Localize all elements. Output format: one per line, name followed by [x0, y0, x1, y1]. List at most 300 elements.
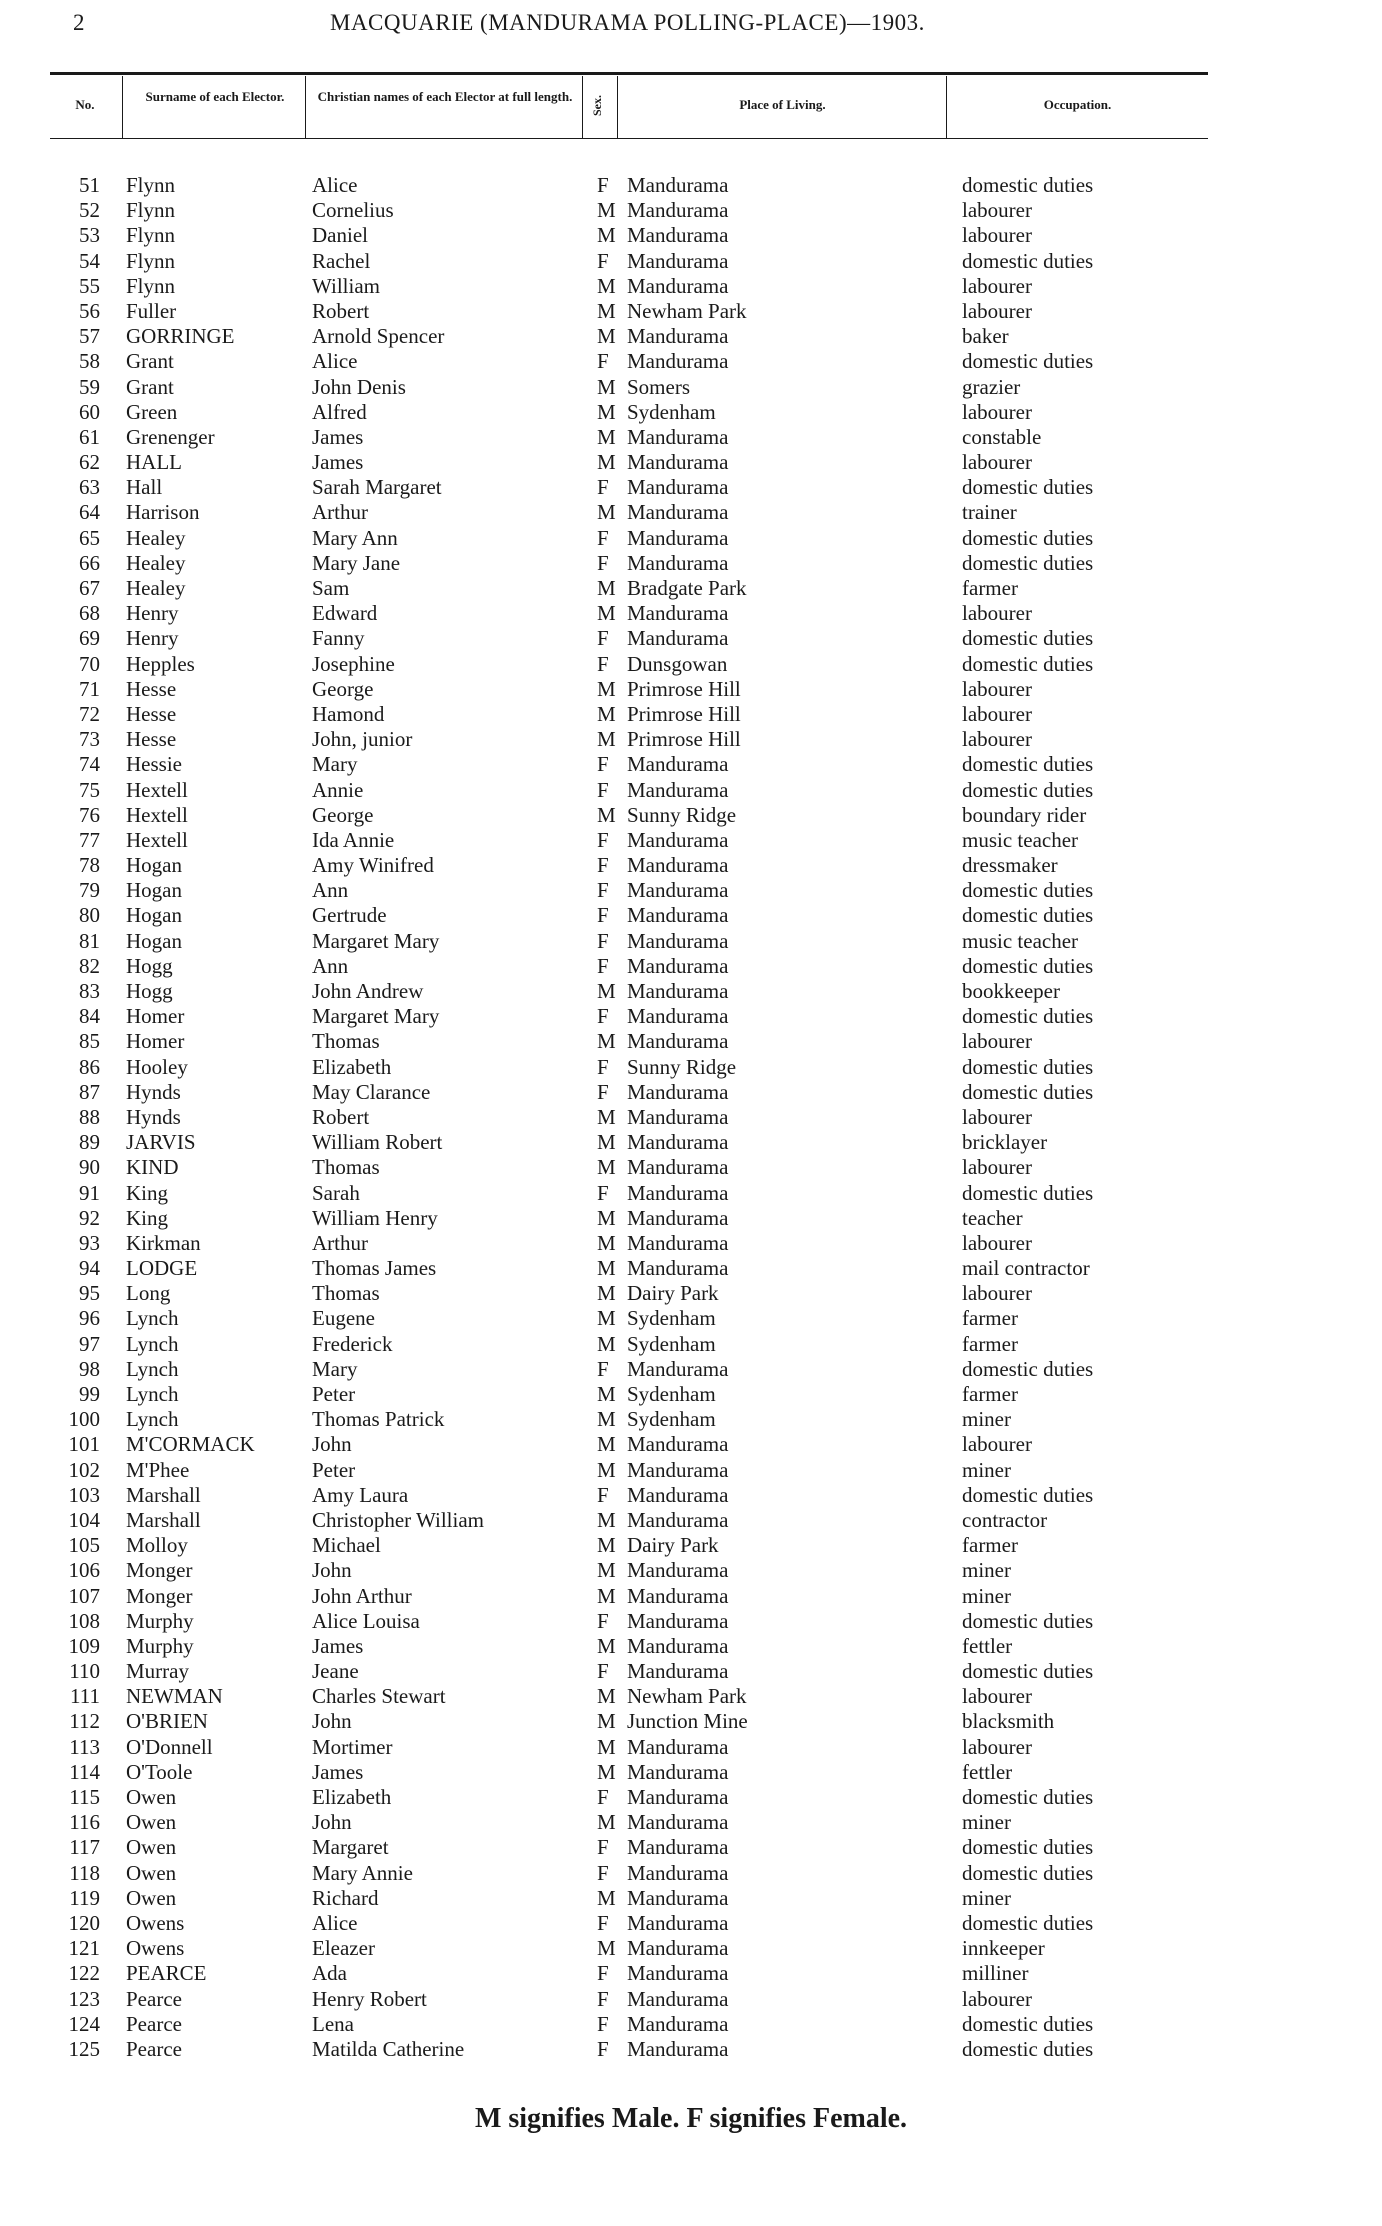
elector-sex: M	[597, 1281, 616, 1306]
elector-place-of-living: Mandurama	[627, 550, 729, 575]
column-divider	[122, 76, 123, 138]
elector-sex: F	[597, 1054, 609, 1079]
elector-place-of-living: Mandurama	[627, 2011, 729, 2036]
elector-surname: Kirkman	[126, 1230, 201, 1255]
elector-place-of-living: Mandurama	[627, 223, 729, 248]
elector-row	[0, 1760, 1382, 1785]
elector-number: 86	[79, 1054, 100, 1079]
column-divider	[946, 76, 947, 138]
elector-surname: Marshall	[126, 1482, 201, 1507]
elector-christian-names: Arthur	[312, 1230, 368, 1255]
elector-surname: Hynds	[126, 1079, 181, 1104]
elector-occupation: labourer	[962, 727, 1032, 752]
elector-surname: Hextell	[126, 802, 188, 827]
elector-row	[0, 1004, 1382, 1029]
elector-sex: F	[597, 2011, 609, 2036]
elector-christian-names: Amy Laura	[312, 1482, 409, 1507]
elector-row	[0, 500, 1382, 525]
elector-occupation: domestic duties	[962, 626, 1094, 651]
elector-sex: M	[597, 273, 616, 298]
elector-place-of-living: Mandurama	[627, 2036, 729, 2061]
elector-place-of-living: Mandurama	[627, 1079, 729, 1104]
elector-occupation: labourer	[962, 223, 1032, 248]
elector-row	[0, 1533, 1382, 1558]
elector-row	[0, 903, 1382, 928]
elector-sex: F	[597, 853, 609, 878]
elector-place-of-living: Mandurama	[627, 953, 729, 978]
elector-number: 59	[79, 374, 100, 399]
elector-number: 97	[79, 1331, 100, 1356]
elector-row	[0, 1911, 1382, 1936]
elector-sex: M	[597, 1558, 616, 1583]
elector-christian-names: John	[312, 1810, 352, 1835]
elector-row	[0, 1584, 1382, 1609]
elector-sex: F	[597, 903, 609, 928]
elector-occupation: labourer	[962, 1230, 1032, 1255]
elector-occupation: domestic duties	[962, 525, 1094, 550]
elector-row	[0, 1080, 1382, 1105]
elector-number: 113	[69, 1734, 100, 1759]
elector-sex: M	[597, 1684, 616, 1709]
elector-place-of-living: Dairy Park	[627, 1281, 719, 1306]
elector-christian-names: Thomas	[312, 1029, 380, 1054]
elector-surname: Flynn	[126, 273, 176, 298]
elector-place-of-living: Mandurama	[627, 1860, 729, 1885]
elector-sex: F	[597, 1910, 609, 1935]
elector-sex: F	[597, 1659, 609, 1684]
elector-surname: Owen	[126, 1885, 177, 1910]
elector-number: 91	[79, 1180, 100, 1205]
elector-number: 68	[79, 601, 100, 626]
elector-row	[0, 1684, 1382, 1709]
elector-surname: Henry	[126, 626, 179, 651]
elector-row	[0, 1382, 1382, 1407]
elector-christian-names: Elizabeth	[312, 1785, 392, 1809]
elector-number: 84	[79, 1004, 100, 1029]
elector-number: 110	[69, 1659, 100, 1684]
elector-place-of-living: Mandurama	[627, 273, 729, 298]
elector-place-of-living: Mandurama	[627, 1180, 729, 1205]
elector-row	[0, 626, 1382, 651]
elector-christian-names: William Robert	[312, 1130, 443, 1155]
elector-surname: Homer	[126, 1029, 185, 1054]
elector-number: 125	[68, 2036, 100, 2061]
elector-row	[0, 249, 1382, 274]
elector-sex: F	[597, 248, 609, 273]
elector-row	[0, 1558, 1382, 1583]
elector-occupation: grazier	[962, 374, 1021, 399]
elector-row	[0, 1886, 1382, 1911]
elector-occupation: farmer	[962, 1533, 1018, 1558]
elector-surname: Flynn	[126, 223, 176, 248]
elector-occupation: domestic duties	[962, 349, 1094, 374]
elector-sex: F	[597, 651, 609, 676]
elector-number: 99	[79, 1382, 100, 1406]
elector-place-of-living: Mandurama	[627, 1230, 729, 1255]
elector-number: 100	[68, 1407, 100, 1432]
elector-number: 58	[79, 349, 100, 374]
elector-row	[0, 652, 1382, 677]
elector-place-of-living: Mandurama	[627, 173, 729, 197]
elector-row	[0, 576, 1382, 601]
elector-occupation: blacksmith	[962, 1709, 1055, 1734]
elector-surname: GORRINGE	[126, 324, 235, 349]
elector-occupation: domestic duties	[962, 878, 1094, 903]
elector-sex: M	[597, 1759, 616, 1784]
elector-christian-names: Arnold Spencer	[312, 324, 445, 349]
elector-place-of-living: Mandurama	[627, 626, 729, 651]
elector-surname: O'Donnell	[126, 1734, 213, 1759]
elector-surname: Hogan	[126, 878, 182, 903]
elector-christian-names: Thomas Patrick	[312, 1407, 445, 1432]
elector-christian-names: Jeane	[312, 1659, 359, 1684]
elector-row	[0, 828, 1382, 853]
elector-row	[0, 223, 1382, 248]
elector-christian-names: John	[312, 1558, 352, 1583]
elector-place-of-living: Sydenham	[627, 1382, 716, 1406]
elector-christian-names: Hamond	[312, 701, 385, 726]
elector-surname: Molloy	[126, 1533, 188, 1558]
elector-number: 96	[79, 1306, 100, 1331]
elector-surname: King	[126, 1205, 168, 1230]
elector-number: 73	[79, 727, 100, 752]
elector-surname: Hynds	[126, 1104, 181, 1129]
elector-occupation: dressmaker	[962, 853, 1058, 878]
elector-place-of-living: Mandurama	[627, 1986, 729, 2011]
elector-surname: LODGE	[126, 1256, 198, 1281]
elector-place-of-living: Primrose Hill	[627, 727, 741, 752]
elector-sex: M	[597, 1432, 616, 1457]
elector-place-of-living: Mandurama	[627, 450, 729, 475]
elector-occupation: domestic duties	[962, 903, 1094, 928]
elector-number: 89	[79, 1130, 100, 1155]
elector-sex: M	[597, 1734, 616, 1759]
elector-occupation: labourer	[962, 1432, 1032, 1457]
elector-surname: Owens	[126, 1910, 185, 1935]
elector-christian-names: Alice	[312, 173, 358, 197]
elector-occupation: labourer	[962, 1104, 1032, 1129]
elector-number: 123	[68, 1986, 100, 2011]
elector-place-of-living: Mandurama	[627, 1482, 729, 1507]
elector-row	[0, 1483, 1382, 1508]
elector-occupation: miner	[962, 1810, 1011, 1835]
elector-number: 51	[79, 173, 100, 197]
elector-place-of-living: Newham Park	[627, 1684, 747, 1709]
elector-christian-names: Annie	[312, 777, 364, 802]
elector-sex: F	[597, 928, 609, 953]
elector-number: 67	[79, 576, 100, 600]
elector-christian-names: Mary Annie	[312, 1860, 413, 1885]
elector-place-of-living: Mandurama	[627, 1004, 729, 1029]
elector-number: 81	[79, 928, 100, 953]
elector-surname: Monger	[126, 1583, 193, 1608]
elector-number: 122	[68, 1961, 100, 1986]
elector-christian-names: Ada	[312, 1961, 347, 1986]
elector-row	[0, 1306, 1382, 1331]
elector-christian-names: Edward	[312, 601, 378, 626]
elector-sex: M	[597, 424, 616, 449]
elector-number: 107	[68, 1583, 100, 1608]
elector-number: 92	[79, 1205, 100, 1230]
elector-surname: Pearce	[126, 2011, 182, 2036]
elector-row	[0, 1785, 1382, 1810]
elector-occupation: domestic duties	[962, 1835, 1094, 1860]
elector-christian-names: James	[312, 450, 364, 475]
elector-place-of-living: Mandurama	[627, 752, 729, 777]
elector-surname: Long	[126, 1281, 171, 1306]
elector-row	[0, 1810, 1382, 1835]
elector-sex: M	[597, 1029, 616, 1054]
elector-sex: F	[597, 1961, 609, 1986]
elector-row	[0, 1357, 1382, 1382]
elector-place-of-living: Mandurama	[627, 1130, 729, 1155]
elector-number: 121	[68, 1936, 100, 1961]
elector-row	[0, 198, 1382, 223]
elector-number: 112	[69, 1709, 100, 1734]
elector-row	[0, 929, 1382, 954]
elector-sex: F	[597, 1986, 609, 2011]
elector-row	[0, 1281, 1382, 1306]
elector-occupation: bricklayer	[962, 1130, 1048, 1155]
elector-surname: Flynn	[126, 173, 176, 197]
elector-row	[0, 349, 1382, 374]
elector-row	[0, 853, 1382, 878]
elector-christian-names: Alice	[312, 349, 358, 374]
elector-place-of-living: Mandurama	[627, 1785, 729, 1809]
elector-occupation: domestic duties	[962, 777, 1094, 802]
elector-surname: Marshall	[126, 1507, 201, 1532]
elector-sex: F	[597, 827, 609, 852]
elector-christian-names: Frederick	[312, 1331, 393, 1356]
elector-sex: F	[597, 550, 609, 575]
elector-number: 98	[79, 1356, 100, 1381]
elector-place-of-living: Mandurama	[627, 1835, 729, 1860]
elector-sex: F	[597, 1835, 609, 1860]
electors-list	[0, 173, 1382, 2062]
elector-occupation: labourer	[962, 450, 1032, 475]
elector-row	[0, 1458, 1382, 1483]
elector-occupation: labourer	[962, 1029, 1032, 1054]
elector-sex: F	[597, 2036, 609, 2061]
elector-place-of-living: Mandurama	[627, 903, 729, 928]
header-no: No.	[75, 97, 95, 112]
elector-surname: Healey	[126, 576, 186, 600]
elector-number: 74	[79, 752, 100, 777]
elector-place-of-living: Mandurama	[627, 777, 729, 802]
elector-christian-names: Thomas	[312, 1281, 380, 1306]
elector-sex: M	[597, 727, 616, 752]
elector-place-of-living: Mandurama	[627, 1608, 729, 1633]
elector-sex: M	[597, 1382, 616, 1406]
elector-occupation: farmer	[962, 1382, 1018, 1406]
elector-row	[0, 450, 1382, 475]
elector-place-of-living: Somers	[627, 374, 690, 399]
elector-number: 62	[79, 450, 100, 475]
elector-surname: Murray	[126, 1659, 189, 1684]
column-divider	[582, 76, 583, 138]
elector-sex: F	[597, 626, 609, 651]
elector-surname: Hesse	[126, 701, 177, 726]
elector-surname: Flynn	[126, 248, 176, 273]
elector-place-of-living: Dairy Park	[627, 1533, 719, 1558]
elector-occupation: domestic duties	[962, 1180, 1094, 1205]
elector-christian-names: Mortimer	[312, 1734, 393, 1759]
elector-sex: M	[597, 1407, 616, 1432]
elector-occupation: trainer	[962, 500, 1017, 525]
elector-row	[0, 324, 1382, 349]
elector-sex: M	[597, 676, 616, 701]
elector-place-of-living: Mandurama	[627, 1583, 729, 1608]
elector-occupation: domestic duties	[962, 2036, 1094, 2061]
elector-place-of-living: Mandurama	[627, 1029, 729, 1054]
elector-surname: Hooley	[126, 1054, 188, 1079]
elector-sex: M	[597, 324, 616, 349]
elector-row	[0, 1936, 1382, 1961]
elector-sex: M	[597, 1104, 616, 1129]
elector-sex: M	[597, 500, 616, 525]
elector-place-of-living: Mandurama	[627, 1810, 729, 1835]
elector-christian-names: Peter	[312, 1382, 356, 1406]
elector-sex: M	[597, 1457, 616, 1482]
elector-sex: M	[597, 1205, 616, 1230]
elector-row	[0, 299, 1382, 324]
elector-number: 120	[68, 1910, 100, 1935]
elector-row	[0, 551, 1382, 576]
elector-sex: M	[597, 1533, 616, 1558]
elector-surname: King	[126, 1180, 168, 1205]
elector-christian-names: William Henry	[312, 1205, 438, 1230]
elector-occupation: farmer	[962, 1331, 1018, 1356]
elector-row	[0, 1130, 1382, 1155]
elector-occupation: music teacher	[962, 827, 1079, 852]
elector-row	[0, 1332, 1382, 1357]
elector-number: 119	[69, 1885, 100, 1910]
elector-place-of-living: Newham Park	[627, 298, 747, 323]
elector-occupation: labourer	[962, 601, 1032, 626]
elector-surname: Hepples	[126, 651, 195, 676]
elector-occupation: labourer	[962, 1734, 1032, 1759]
elector-christian-names: Margaret Mary	[312, 1004, 440, 1029]
elector-place-of-living: Mandurama	[627, 1507, 729, 1532]
elector-surname: Hesse	[126, 676, 177, 701]
elector-occupation: domestic duties	[962, 1608, 1094, 1633]
elector-number: 69	[79, 626, 100, 651]
elector-number: 108	[68, 1608, 100, 1633]
elector-row	[0, 1055, 1382, 1080]
elector-sex: F	[597, 1180, 609, 1205]
elector-sex: M	[597, 1936, 616, 1961]
elector-place-of-living: Mandurama	[627, 601, 729, 626]
elector-occupation: domestic duties	[962, 475, 1094, 500]
elector-occupation: boundary rider	[962, 802, 1087, 827]
elector-christian-names: Ann	[312, 878, 349, 903]
elector-place-of-living: Mandurama	[627, 878, 729, 903]
elector-number: 55	[79, 273, 100, 298]
elector-surname: HALL	[126, 450, 182, 475]
elector-surname: Hesse	[126, 727, 177, 752]
elector-place-of-living: Mandurama	[627, 1936, 729, 1961]
elector-row	[0, 1155, 1382, 1180]
header-sex: Sex.	[590, 95, 604, 116]
elector-christian-names: John Andrew	[312, 979, 424, 1003]
elector-christian-names: Charles Stewart	[312, 1684, 446, 1709]
elector-number: 118	[69, 1860, 100, 1885]
elector-christian-names: Robert	[312, 298, 370, 323]
elector-number: 71	[79, 676, 100, 701]
elector-place-of-living: Mandurama	[627, 1910, 729, 1935]
elector-occupation: labourer	[962, 1986, 1032, 2011]
elector-surname: Homer	[126, 1004, 185, 1029]
elector-christian-names: Josephine	[312, 651, 395, 676]
column-divider	[305, 76, 306, 138]
elector-sex: F	[597, 525, 609, 550]
elector-christian-names: Fanny	[312, 626, 365, 651]
elector-surname: Hessie	[126, 752, 182, 777]
elector-christian-names: Amy Winifred	[312, 853, 434, 878]
elector-number: 94	[79, 1256, 100, 1281]
elector-number: 64	[79, 500, 100, 525]
elector-sex: M	[597, 1230, 616, 1255]
elector-row	[0, 1231, 1382, 1256]
elector-christian-names: Alice	[312, 1910, 358, 1935]
elector-place-of-living: Mandurama	[627, 198, 729, 223]
header-christian-names: Christian names of each Elector at full length.	[317, 89, 573, 104]
elector-place-of-living: Mandurama	[627, 1205, 729, 1230]
elector-occupation: miner	[962, 1407, 1011, 1432]
elector-row	[0, 677, 1382, 702]
elector-occupation: miner	[962, 1457, 1011, 1482]
page-title: MACQUARIE (MANDURAMA POLLING-PLACE)—1903.	[330, 10, 925, 35]
elector-place-of-living: Bradgate Park	[627, 576, 747, 600]
elector-christian-names: John, junior	[312, 727, 413, 752]
header-rule-top	[50, 72, 1208, 75]
elector-number: 63	[79, 475, 100, 500]
elector-place-of-living: Sydenham	[627, 1306, 716, 1331]
elector-occupation: domestic duties	[962, 1054, 1094, 1079]
elector-sex: F	[597, 777, 609, 802]
elector-sex: F	[597, 1608, 609, 1633]
elector-row	[0, 1029, 1382, 1054]
elector-row	[0, 702, 1382, 727]
elector-christian-names: Elizabeth	[312, 1054, 392, 1079]
elector-row	[0, 1709, 1382, 1734]
elector-place-of-living: Mandurama	[627, 1155, 729, 1180]
elector-surname: Healey	[126, 550, 186, 575]
elector-sex: F	[597, 1356, 609, 1381]
elector-christian-names: Eugene	[312, 1306, 375, 1331]
elector-sex: F	[597, 1785, 609, 1809]
elector-occupation: labourer	[962, 273, 1032, 298]
elector-number: 80	[79, 903, 100, 928]
elector-number: 117	[69, 1835, 100, 1860]
elector-christian-names: Christopher William	[312, 1507, 484, 1532]
elector-christian-names: Gertrude	[312, 903, 387, 928]
elector-row	[0, 1432, 1382, 1457]
elector-row	[0, 1987, 1382, 2012]
elector-sex: M	[597, 374, 616, 399]
elector-occupation: farmer	[962, 1306, 1018, 1331]
elector-surname: Owen	[126, 1785, 177, 1809]
elector-sex: M	[597, 1885, 616, 1910]
elector-surname: Lynch	[126, 1306, 179, 1331]
elector-sex: M	[597, 802, 616, 827]
elector-sex: F	[597, 1860, 609, 1885]
elector-number: 105	[68, 1533, 100, 1558]
elector-surname: Grant	[126, 374, 174, 399]
elector-place-of-living: Mandurama	[627, 1759, 729, 1784]
elector-occupation: domestic duties	[962, 752, 1094, 777]
elector-sex: M	[597, 1331, 616, 1356]
